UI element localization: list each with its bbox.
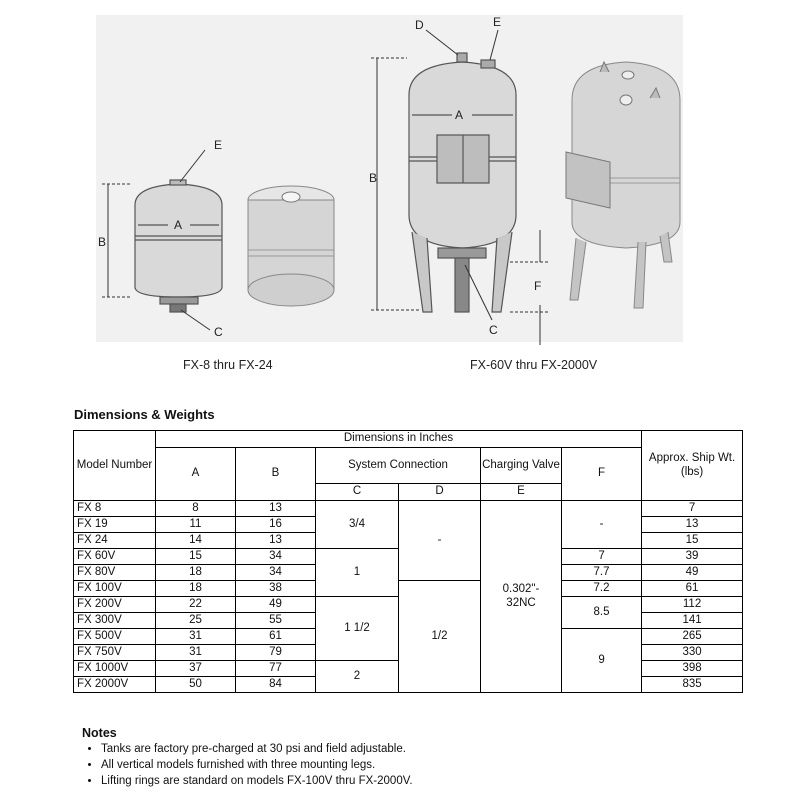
header-c: C — [316, 484, 399, 501]
header-a: A — [156, 448, 236, 501]
cell-a: 37 — [156, 661, 236, 677]
table-row — [74, 581, 743, 597]
small-tank-label-c: C — [214, 325, 223, 339]
large-tank-label-c: C — [489, 323, 498, 337]
cell-weight: 61 — [642, 581, 743, 597]
header-e: E — [481, 484, 562, 501]
header-system-connection: System Connection — [316, 448, 481, 484]
notes-list — [82, 742, 762, 789]
cell-a: 11 — [156, 517, 236, 533]
cell-a: 18 — [156, 565, 236, 581]
cell-weight: 141 — [642, 613, 743, 629]
notes-title: Notes — [82, 726, 117, 740]
cell-c-merged: 2 — [316, 661, 399, 693]
large-tank-label-b: B — [369, 171, 378, 185]
cell-weight: 330 — [642, 645, 743, 661]
large-tank-label-e: E — [493, 15, 502, 29]
cell-a: 14 — [156, 533, 236, 549]
cell-f-merged: 9 — [562, 629, 642, 693]
small-tank-label-a: A — [174, 218, 183, 232]
cell-b: 38 — [236, 581, 316, 597]
cell-b: 49 — [236, 597, 316, 613]
cell-b: 13 — [236, 533, 316, 549]
cell-model: FX 100V — [74, 581, 156, 597]
cell-model: FX 300V — [74, 613, 156, 629]
cell-weight: 39 — [642, 549, 743, 565]
cell-b: 77 — [236, 661, 316, 677]
cell-a: 8 — [156, 501, 236, 517]
valve-line-1: 0.302"- — [502, 583, 540, 596]
cell-c-merged: 1 — [316, 549, 399, 597]
cell-c-merged: 1 1/2 — [316, 597, 399, 661]
cell-model: FX 500V — [74, 629, 156, 645]
note-item: • Lifting rings are standard on models FX-100V thru FX-2000V. — [101, 774, 762, 789]
cell-model: FX 60V — [74, 549, 156, 565]
small-tank-drawing — [135, 180, 222, 312]
large-tank-label-a: A — [455, 108, 464, 122]
cell-weight: 13 — [642, 517, 743, 533]
small-tank-label-e: E — [214, 138, 223, 152]
cell-e-merged — [481, 501, 562, 693]
cell-d-merged: - — [399, 501, 481, 581]
cell-a: 18 — [156, 581, 236, 597]
cell-model: FX 200V — [74, 597, 156, 613]
cell-a: 25 — [156, 613, 236, 629]
cell-weight: 265 — [642, 629, 743, 645]
cell-model: FX 19 — [74, 517, 156, 533]
table-row — [74, 501, 743, 517]
cell-b: 79 — [236, 645, 316, 661]
cell-model: FX 1000V — [74, 661, 156, 677]
cell-model: FX 750V — [74, 645, 156, 661]
header-row-1 — [74, 431, 743, 448]
cell-f-merged: - — [562, 501, 642, 549]
cell-weight: 398 — [642, 661, 743, 677]
cell-a: 31 — [156, 629, 236, 645]
cell-a: 22 — [156, 597, 236, 613]
cell-weight: 835 — [642, 677, 743, 693]
large-tank-label-d: D — [415, 18, 424, 32]
cell-b: 55 — [236, 613, 316, 629]
cell-b: 13 — [236, 501, 316, 517]
cell-model: FX 2000V — [74, 677, 156, 693]
note-item: • Tanks are factory pre-charged at 30 psi and field adjustable. — [101, 742, 762, 757]
caption-large-tanks: FX-60V thru FX-2000V — [470, 358, 598, 372]
cell-a: 15 — [156, 549, 236, 565]
notes-section — [82, 726, 762, 790]
cell-b: 84 — [236, 677, 316, 693]
cell-weight: 15 — [642, 533, 743, 549]
header-b: B — [236, 448, 316, 501]
header-charging-valve: Charging Valve — [481, 448, 562, 484]
cell-b: 34 — [236, 549, 316, 565]
valve-line-2: 32NC — [506, 596, 536, 609]
header-d: D — [399, 484, 481, 501]
cell-model: FX 8 — [74, 501, 156, 517]
cell-weight: 112 — [642, 597, 743, 613]
cell-b: 16 — [236, 517, 316, 533]
cell-c-merged: 3/4 — [316, 501, 399, 549]
cell-model: FX 24 — [74, 533, 156, 549]
cell-weight: 7 — [642, 501, 743, 517]
header-ship-weight: Approx. Ship Wt. (lbs) — [642, 431, 743, 501]
cell-d-merged: 1/2 — [399, 581, 481, 693]
cell-f: 7 — [562, 549, 642, 565]
header-dimensions: Dimensions in Inches — [156, 431, 642, 448]
small-tank-label-b: B — [98, 235, 107, 249]
cell-a: 50 — [156, 677, 236, 693]
cell-model: FX 80V — [74, 565, 156, 581]
cell-a: 31 — [156, 645, 236, 661]
cell-b: 61 — [236, 629, 316, 645]
header-model: Model Number — [74, 431, 156, 501]
small-tank-shaded — [248, 186, 334, 306]
note-item: • All vertical models furnished with three mounting legs. — [101, 758, 762, 773]
section-title: Dimensions & Weights — [74, 407, 215, 422]
dimensions-table — [73, 430, 743, 693]
cell-f: 7.2 — [562, 581, 642, 597]
large-tank-label-f: F — [534, 279, 542, 293]
cell-f: 7.7 — [562, 565, 642, 581]
cell-f-merged: 8.5 — [562, 597, 642, 629]
caption-small-tanks: FX-8 thru FX-24 — [183, 358, 273, 372]
large-tank-drawing — [409, 53, 516, 312]
cell-b: 34 — [236, 565, 316, 581]
header-f: F — [562, 448, 642, 501]
cell-weight: 49 — [642, 565, 743, 581]
